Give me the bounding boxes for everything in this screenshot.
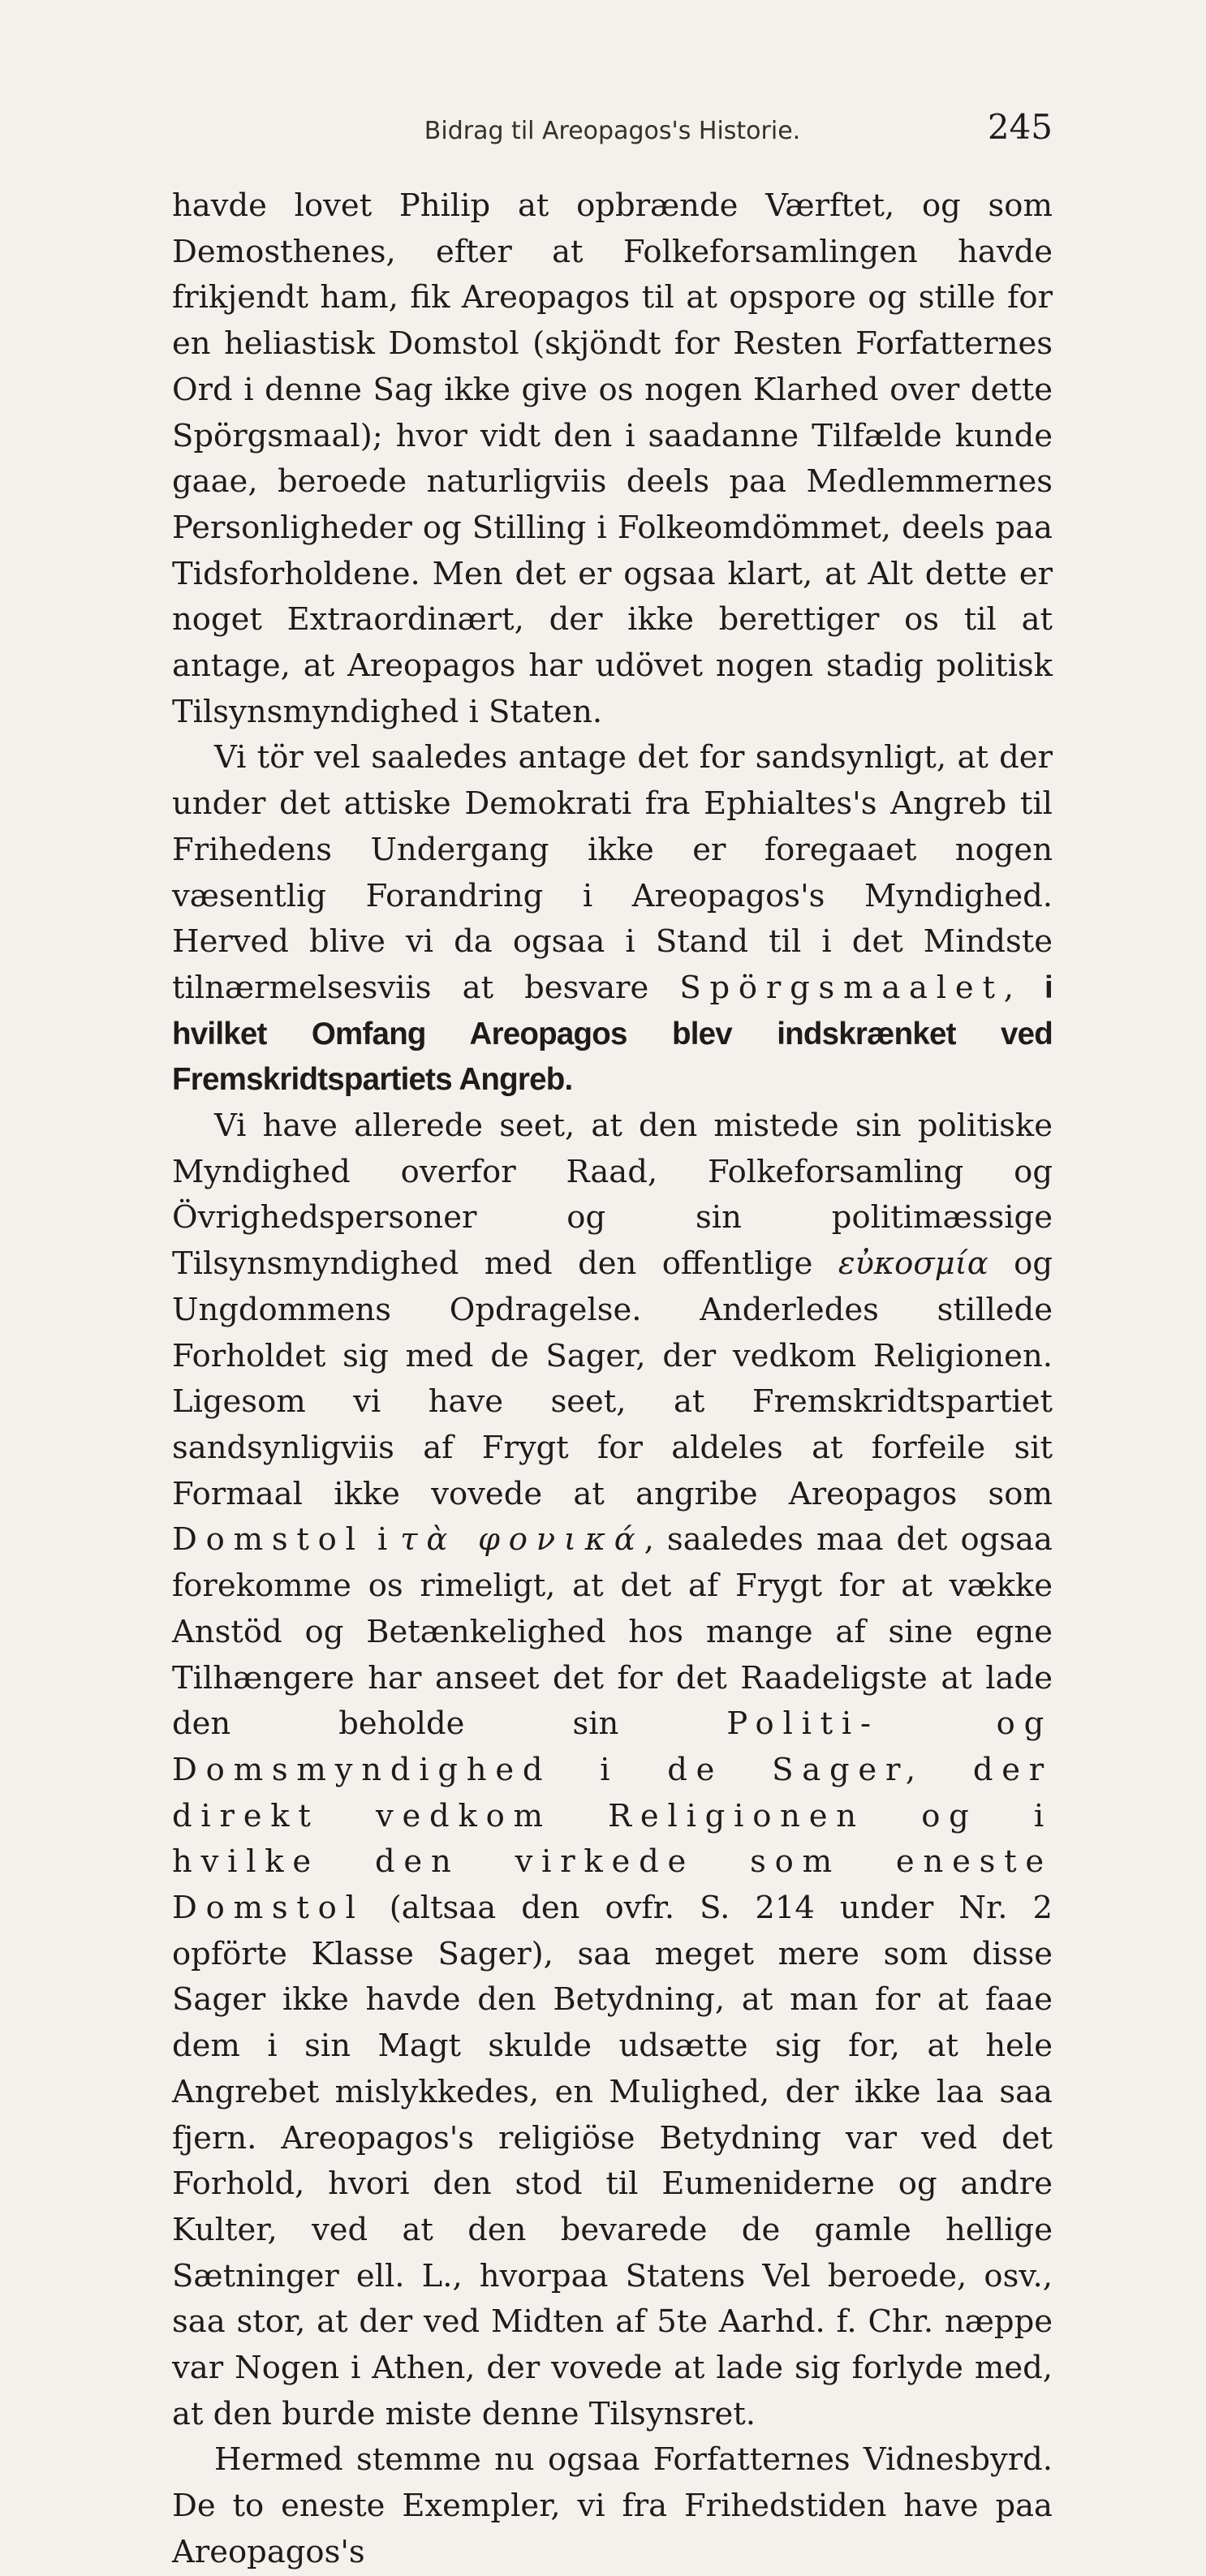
text-span: (altsaa den ovfr. S. 214 under Nr. 2 opförte Klasse Sager), saa meget mere som disse Sager ikke havde den Betydning, at man for at faae dem i sin Magt skulde udsætte sig for, at hele Angrebet mislykkedes, en Mulighed, der ikke laa saa fjern. Areopagos's religiöse Betydning var ved det Forhold, hvori den stod til Eumeniderne og andre Kulter, ved at den bevarede de gamle hellige Sætninger ell. L., hvorpaa Statens Vel beroede, osv., saa stor, at der ved Midten af 5te Aarhd. f. Chr. næppe var Nogen i Athen, der vovede at lade sig forlyde med, at den burde miste denne Tilsynsret.: [172, 1890, 1053, 2432]
body-text: [172, 183, 1053, 2576]
spaced-emphasis: Politi- og Domsmyndighed i de Sager, der direkt vedkom Religionen og i hvilke den virkede som eneste Domstol: [172, 1705, 1053, 1927]
paragraph: [172, 2437, 1053, 2575]
text-span: Hermed stemme nu ogsaa Forfatternes Vidnesbyrd. De to eneste Exempler, vi fra Frihedstiden have paa Areopagos's: [172, 2441, 1053, 2570]
text-span: og Ungdommens Opdragelse. Anderledes stillede Forholdet sig med de Sager, der vedkom Religionen. Ligesom vi have seet, at Fremskridtspartiet sandsynligviis af Frygt for aldeles at forfeile sit Formaal ikke vovede at angribe Areopagos som: [172, 1245, 1053, 1512]
text-span: i: [364, 1521, 401, 1559]
page-number: 245: [987, 107, 1053, 147]
paragraph: [172, 735, 1053, 1103]
spaced-emphasis: Domstol: [172, 1521, 364, 1559]
text-span: , saaledes maa det ogsaa forekomme os rimeligt, at det af Frygt for at vække Anstöd og Betænkelighed hos mange af sine egne Tilhængere har anseet det for det Raadeligste at lade den beholde sin: [172, 1521, 1053, 1743]
text-span: Vi tör vel saaledes antage det for sandsynligt, at der under det attiske Demokrati fra Ephialtes's Angreb til Frihedens Undergang ikke er foregaaet nogen væsentlig Forandring i Areopagos's Myndighed. Herved blive vi da ogsaa i Stand til i det Mindste tilnærmelsesviis at besvare: [172, 739, 1053, 1006]
paragraph: [172, 183, 1053, 735]
paragraph: [172, 1103, 1053, 2437]
spaced-emphasis: Spörgsmaalet: [679, 969, 1004, 1006]
greek-term: τὰ φονικά: [400, 1521, 644, 1559]
text-span: Vi have allerede seet, at den mistede sin politiske Myndighed overfor Raad, Folkeforsamling og Övrighedspersoner og sin politimæssige Tilsynsmyndighed med den offentlige: [172, 1107, 1053, 1283]
greek-term: εὐκοσμία: [838, 1245, 988, 1283]
text-span: havde lovet Philip at opbrænde Værftet, og som Demosthenes, efter at Folkeforsamlingen havde frikjendt ham, fik Areopagos til at opspore og stille for en heliastisk Domstol (skjöndt for Resten Forfatternes Ord i denne Sag ikke give os nogen Klarhed over dette Spörgsmaal); hvor vidt den i saadanne Tilfælde kunde gaae, beroede naturligviis deels paa Medlemmernes Personligheder og Stilling i Folkeomdömmet, deels paa Tidsforholdene. Men det er ogsaa klart, at Alt dette er noget Extraordinært, der ikke berettiger os til at antage, at Areopagos har udövet nogen stadig politisk Tilsynsmyndighed i Staten.: [172, 187, 1053, 730]
running-head: Bidrag til Areopagos's Historie.: [424, 117, 801, 145]
bold-emphasis: i hvilket Omfang Areopagos blev indskrænket ved Fremskridtspartiets Angreb.: [172, 970, 1053, 1098]
page-header: [172, 102, 1053, 159]
text-span: ,: [1003, 969, 1045, 1006]
